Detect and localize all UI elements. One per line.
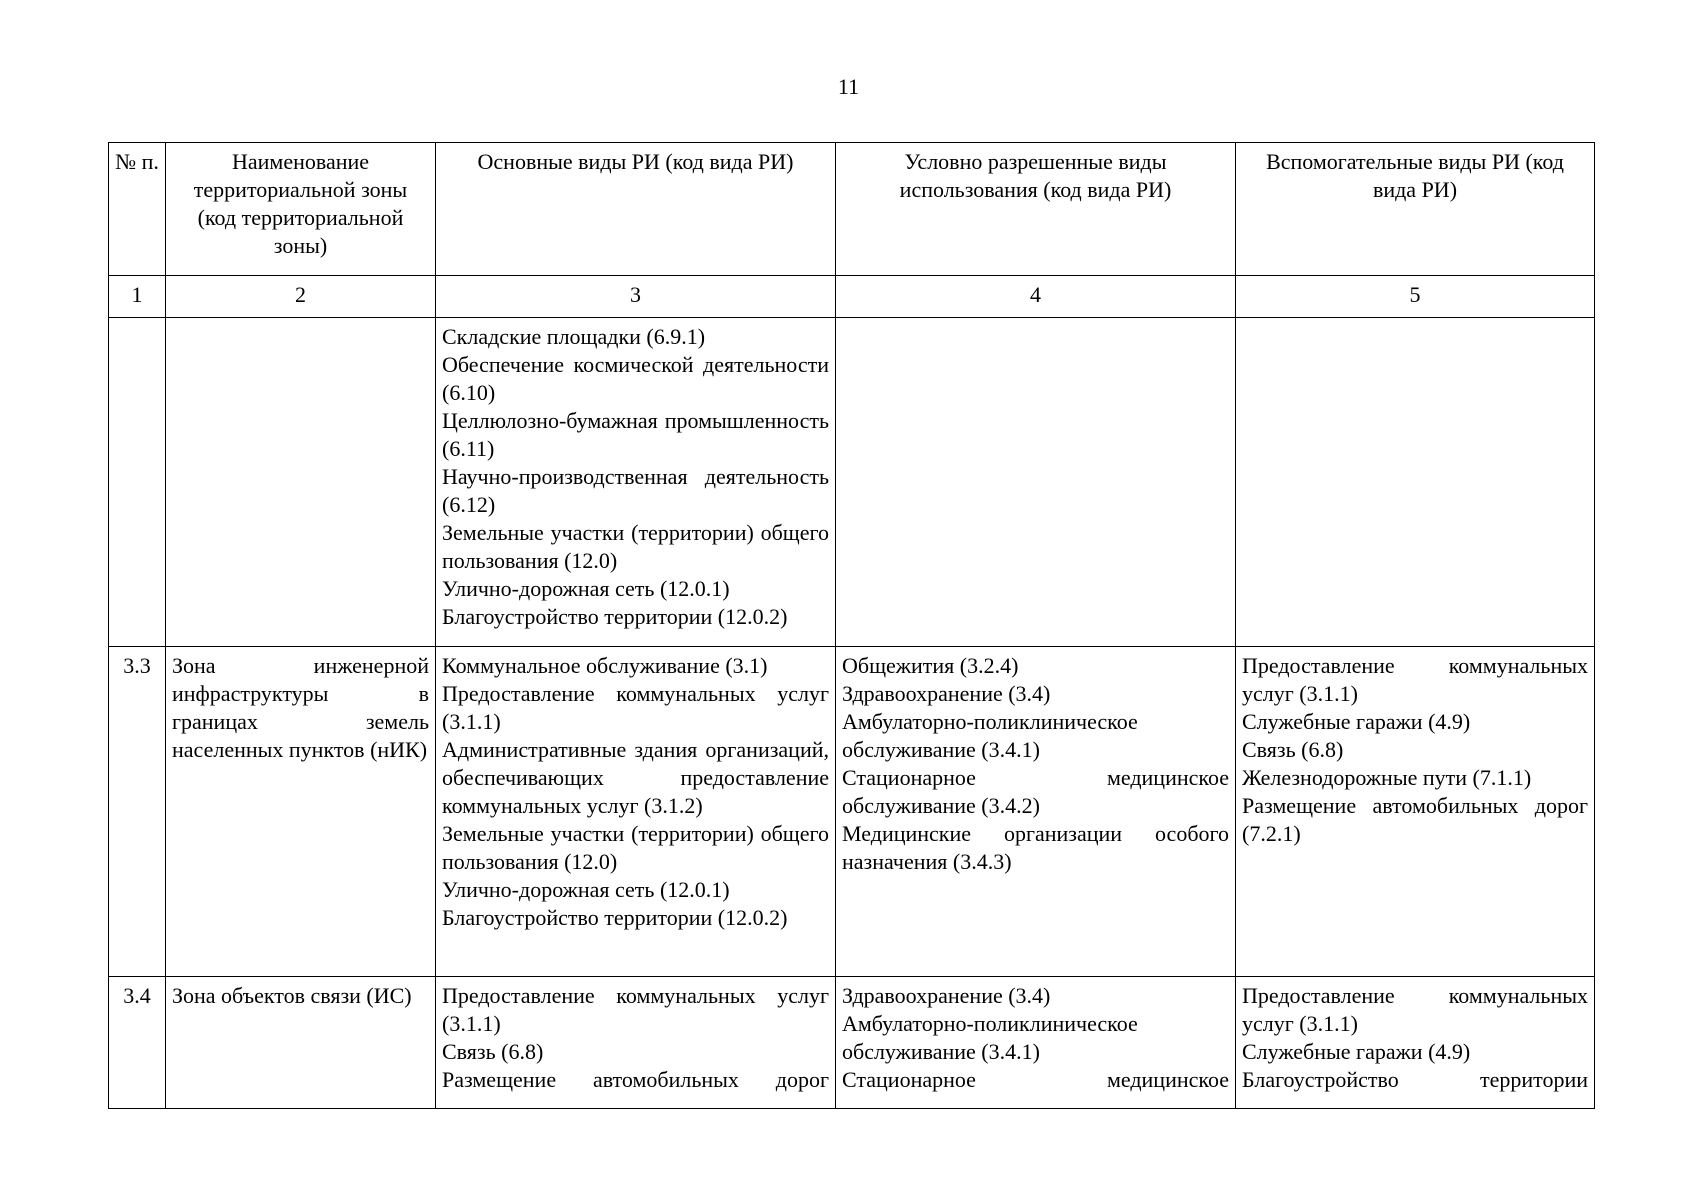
list-item: Служебные гаражи (4.9)	[1242, 1039, 1471, 1064]
list-item: Обеспечение космической деятельности (6.10)	[442, 352, 829, 405]
list-item: Предоставление коммунальных услуг (3.1.1)	[1242, 983, 1588, 1036]
conditional-uses-cell	[836, 318, 1236, 647]
list-item: Земельные участки (территории) общего пользования (12.0)	[442, 520, 829, 573]
table-row	[109, 647, 1595, 977]
list-item: Общежития (3.2.4)	[842, 653, 1019, 678]
list-item: Научно-производственная деятельность (6.12)	[442, 464, 829, 517]
auxiliary-uses-cell	[1236, 977, 1595, 1109]
list-item: Целлюлозно-бумажная промышленность (6.11)	[442, 408, 829, 461]
list-item: Улично-дорожная сеть (12.0.1)	[442, 576, 730, 601]
conditional-uses-cell	[836, 647, 1236, 977]
header-number: № п.	[109, 143, 166, 276]
list-item: Административные здания организаций, обеспечивающих предоставление коммунальных услуг (3.1.2)	[442, 737, 829, 818]
list-item: Предоставление коммунальных услуг (3.1.1)	[442, 983, 829, 1036]
list-item: Связь (6.8)	[1242, 737, 1344, 762]
list-item: Здравоохранение (3.4)	[842, 681, 1051, 706]
list-item: Предоставление коммунальных услуг (3.1.1)	[442, 681, 829, 734]
column-number: 2	[166, 276, 436, 318]
zone-name	[166, 318, 436, 647]
list-item: Связь (6.8)	[442, 1039, 544, 1064]
list-item: Размещение автомобильных дорог (7.2.1)	[1242, 793, 1588, 846]
zoning-table	[108, 142, 1595, 1109]
list-item: Предоставление коммунальных услуг (3.1.1)	[1242, 653, 1588, 706]
list-item: Земельные участки (территории) общего пользования (12.0)	[442, 821, 829, 874]
table-row	[109, 318, 1595, 647]
list-item: Благоустройство территории	[1242, 1067, 1588, 1092]
list-item: Здравоохранение (3.4)	[842, 983, 1051, 1008]
main-uses-cell	[436, 318, 836, 647]
main-uses-cell	[436, 977, 836, 1109]
table-row	[109, 977, 1595, 1109]
main-uses-cell	[436, 647, 836, 977]
list-item: Складские площадки (6.9.1)	[442, 324, 706, 349]
list-item: Служебные гаражи (4.9)	[1242, 709, 1471, 734]
list-item: Благоустройство территории (12.0.2)	[442, 905, 788, 930]
page-number: 11	[837, 74, 860, 99]
table-header-row	[109, 143, 1595, 276]
list-item: Размещение автомобильных дорог	[442, 1067, 829, 1092]
header-conditional-uses: Условно разрешенные виды использования (код вида РИ)	[836, 143, 1236, 276]
list-item: Амбулаторно-поликлиническое обслуживание (3.4.1)	[842, 1011, 1138, 1064]
zone-name: Зона инженерной инфраструктуры в границах земель населенных пунктов (нИК)	[172, 653, 429, 762]
zone-name-cell	[166, 647, 436, 977]
list-item: Коммунальное обслуживание (3.1)	[442, 653, 768, 678]
column-number: 3	[436, 276, 836, 318]
list-item: Стационарное медицинское	[842, 1067, 1229, 1092]
conditional-uses-cell	[836, 977, 1236, 1109]
list-item: Железнодорожные пути (7.1.1)	[1242, 765, 1532, 790]
list-item: Медицинские организации особого назначения (3.4.3)	[842, 821, 1229, 874]
zone-name-cell	[166, 977, 436, 1109]
column-number: 1	[109, 276, 166, 318]
column-number: 4	[836, 276, 1236, 318]
row-number: 3.4	[109, 977, 166, 1109]
list-item: Амбулаторно-поликлиническое обслуживание (3.4.1)	[842, 709, 1138, 762]
auxiliary-uses-cell	[1236, 318, 1595, 647]
auxiliary-uses-cell	[1236, 647, 1595, 977]
column-number-row	[109, 276, 1595, 318]
row-number: 3.3	[109, 647, 166, 977]
header-auxiliary-uses: Вспомогательные виды РИ (код вида РИ)	[1236, 143, 1595, 276]
header-zone-name: Наименование территориальной зоны (код территориальной зоны)	[166, 143, 436, 276]
list-item: Улично-дорожная сеть (12.0.1)	[442, 877, 730, 902]
list-item: Стационарное медицинское обслуживание (3.4.2)	[842, 765, 1229, 818]
list-item: Благоустройство территории (12.0.2)	[442, 604, 788, 629]
zone-name: Зона объектов связи (ИС)	[172, 983, 412, 1008]
header-main-uses: Основные виды РИ (код вида РИ)	[436, 143, 836, 276]
row-number	[109, 318, 166, 647]
column-number: 5	[1236, 276, 1595, 318]
